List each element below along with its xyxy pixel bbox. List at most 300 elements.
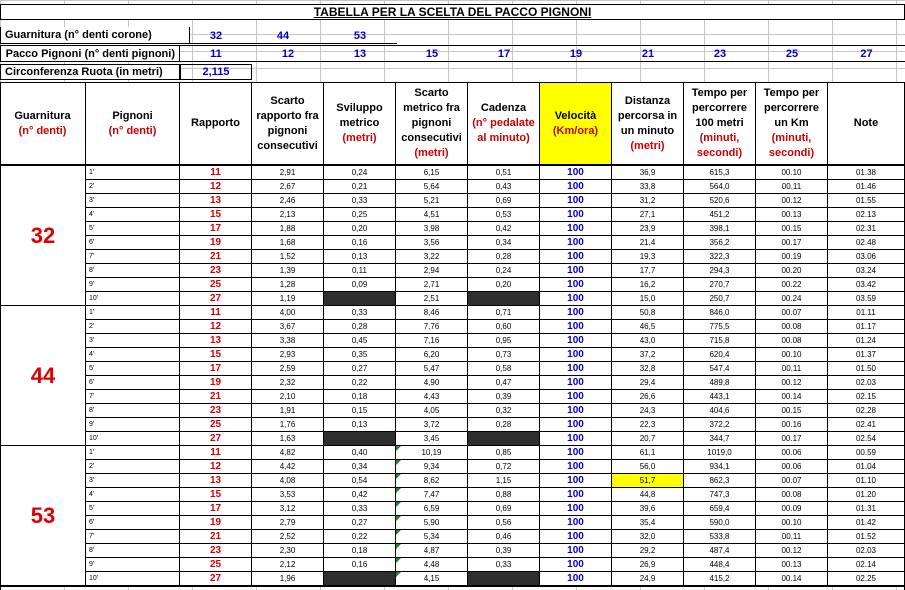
note-cell[interactable]: 01.55 <box>828 194 905 208</box>
scarto-rapporto-cell[interactable]: 3,67 <box>252 320 324 334</box>
pignone-cell[interactable]: 8' <box>86 544 180 558</box>
pignone-cell[interactable]: 3' <box>86 194 180 208</box>
rapporto-cell[interactable]: 23 <box>180 404 252 418</box>
sviluppo-metrico-cell[interactable] <box>324 572 396 586</box>
tempo-km-cell[interactable]: 00.13 <box>756 208 828 222</box>
distanza-cell[interactable]: 22,3 <box>612 418 684 432</box>
header-velocita[interactable] <box>540 82 612 166</box>
scarto-metrico-cell[interactable]: 7,16 <box>396 334 468 348</box>
cadenza-cell[interactable]: 0,43 <box>468 180 540 194</box>
tempo-100m-cell[interactable]: 747,3 <box>684 488 756 502</box>
rapporto-cell[interactable]: 15 <box>180 488 252 502</box>
distanza-cell[interactable]: 29,2 <box>612 544 684 558</box>
velocita-cell[interactable]: 100 <box>540 530 612 544</box>
rapporto-cell[interactable]: 15 <box>180 208 252 222</box>
cadenza-cell[interactable]: 0,39 <box>468 390 540 404</box>
sviluppo-metrico-cell[interactable] <box>324 432 396 446</box>
rapporto-cell[interactable]: 25 <box>180 558 252 572</box>
tempo-100m-cell[interactable]: 1019,0 <box>684 446 756 460</box>
velocita-cell[interactable]: 100 <box>540 334 612 348</box>
header-scarto-metrico[interactable] <box>396 82 468 166</box>
velocita-cell[interactable]: 100 <box>540 404 612 418</box>
rapporto-cell[interactable]: 21 <box>180 390 252 404</box>
cadenza-cell[interactable]: 0,33 <box>468 558 540 572</box>
rapporto-cell[interactable]: 11 <box>180 166 252 180</box>
note-cell[interactable]: 02.54 <box>828 432 905 446</box>
cadenza-cell[interactable]: 0,28 <box>468 250 540 264</box>
pignone-cell[interactable]: 7' <box>86 250 180 264</box>
note-cell[interactable]: 01.17 <box>828 320 905 334</box>
tempo-100m-cell[interactable]: 344,7 <box>684 432 756 446</box>
velocita-cell[interactable]: 100 <box>540 390 612 404</box>
note-cell[interactable]: 03.42 <box>828 278 905 292</box>
distanza-cell[interactable]: 44,8 <box>612 488 684 502</box>
tempo-100m-cell[interactable]: 443,1 <box>684 390 756 404</box>
tempo-100m-cell[interactable]: 590,0 <box>684 516 756 530</box>
sviluppo-metrico-cell[interactable]: 0,28 <box>324 320 396 334</box>
sviluppo-metrico-cell[interactable]: 0,22 <box>324 376 396 390</box>
scarto-rapporto-cell[interactable]: 4,82 <box>252 446 324 460</box>
pignone-cell[interactable]: 2' <box>86 460 180 474</box>
distanza-cell[interactable]: 19,3 <box>612 250 684 264</box>
velocita-cell[interactable]: 100 <box>540 376 612 390</box>
scarto-rapporto-cell[interactable]: 1,91 <box>252 404 324 418</box>
distanza-cell[interactable]: 50,8 <box>612 306 684 320</box>
tempo-100m-cell[interactable]: 846,0 <box>684 306 756 320</box>
pignone-cell[interactable]: 4' <box>86 488 180 502</box>
cadenza-cell[interactable]: 0,88 <box>468 488 540 502</box>
rapporto-cell[interactable]: 25 <box>180 278 252 292</box>
note-cell[interactable]: 02.03 <box>828 544 905 558</box>
tempo-km-cell[interactable]: 00.16 <box>756 418 828 432</box>
cadenza-cell[interactable]: 0,39 <box>468 544 540 558</box>
tempo-km-cell[interactable]: 00.11 <box>756 530 828 544</box>
scarto-rapporto-cell[interactable]: 2,91 <box>252 166 324 180</box>
note-cell[interactable]: 01.24 <box>828 334 905 348</box>
cadenza-cell[interactable] <box>468 292 540 306</box>
scarto-rapporto-cell[interactable]: 4,08 <box>252 474 324 488</box>
scarto-rapporto-cell[interactable]: 2,52 <box>252 530 324 544</box>
scarto-rapporto-cell[interactable]: 2,79 <box>252 516 324 530</box>
distanza-cell[interactable]: 43,0 <box>612 334 684 348</box>
tempo-km-cell[interactable]: 00.22 <box>756 278 828 292</box>
sviluppo-metrico-cell[interactable]: 0,40 <box>324 446 396 460</box>
rapporto-cell[interactable]: 12 <box>180 180 252 194</box>
note-cell[interactable]: 01.20 <box>828 488 905 502</box>
scarto-rapporto-cell[interactable]: 1,63 <box>252 432 324 446</box>
cadenza-cell[interactable] <box>468 432 540 446</box>
cadenza-cell[interactable]: 0,72 <box>468 460 540 474</box>
distanza-cell[interactable]: 39,6 <box>612 502 684 516</box>
scarto-rapporto-cell[interactable]: 4,00 <box>252 306 324 320</box>
tempo-100m-cell[interactable]: 934,1 <box>684 460 756 474</box>
rapporto-cell[interactable]: 19 <box>180 236 252 250</box>
scarto-metrico-cell[interactable]: 4,15 <box>396 572 468 586</box>
velocita-cell[interactable]: 100 <box>540 292 612 306</box>
rapporto-cell[interactable]: 13 <box>180 474 252 488</box>
distanza-cell[interactable]: 36,9 <box>612 166 684 180</box>
tempo-100m-cell[interactable]: 270,7 <box>684 278 756 292</box>
velocita-cell[interactable]: 100 <box>540 558 612 572</box>
pignone-cell[interactable]: 5' <box>86 362 180 376</box>
distanza-cell[interactable]: 26,9 <box>612 558 684 572</box>
rapporto-cell[interactable]: 19 <box>180 376 252 390</box>
note-cell[interactable]: 02.03 <box>828 376 905 390</box>
velocita-cell[interactable]: 100 <box>540 502 612 516</box>
tempo-100m-cell[interactable]: 620,4 <box>684 348 756 362</box>
cadenza-cell[interactable]: 0,28 <box>468 418 540 432</box>
distanza-cell[interactable]: 31,2 <box>612 194 684 208</box>
note-cell[interactable]: 01.04 <box>828 460 905 474</box>
scarto-metrico-cell[interactable]: 3,45 <box>396 432 468 446</box>
pignone-cell[interactable]: 1' <box>86 446 180 460</box>
tempo-km-cell[interactable]: 00.17 <box>756 236 828 250</box>
scarto-rapporto-cell[interactable]: 4,42 <box>252 460 324 474</box>
scarto-metrico-cell[interactable]: 2,51 <box>396 292 468 306</box>
cadenza-cell[interactable]: 0,60 <box>468 320 540 334</box>
header-scarto-rapporto[interactable] <box>252 82 324 166</box>
velocita-cell[interactable]: 100 <box>540 278 612 292</box>
scarto-metrico-cell[interactable]: 3,56 <box>396 236 468 250</box>
tempo-100m-cell[interactable]: 322,3 <box>684 250 756 264</box>
pacco-pignoni-value[interactable]: 12 <box>252 45 324 62</box>
note-cell[interactable]: 03.24 <box>828 264 905 278</box>
note-cell[interactable]: 03.06 <box>828 250 905 264</box>
scarto-rapporto-cell[interactable]: 2,46 <box>252 194 324 208</box>
header-cadenza[interactable] <box>468 82 540 166</box>
velocita-cell[interactable]: 100 <box>540 194 612 208</box>
pacco-pignoni-value[interactable]: 21 <box>612 45 684 62</box>
scarto-metrico-cell[interactable]: 2,94 <box>396 264 468 278</box>
rapporto-cell[interactable]: 23 <box>180 544 252 558</box>
velocita-cell[interactable]: 100 <box>540 432 612 446</box>
rapporto-cell[interactable]: 19 <box>180 516 252 530</box>
scarto-metrico-cell[interactable]: 4,87 <box>396 544 468 558</box>
scarto-rapporto-cell[interactable]: 1,28 <box>252 278 324 292</box>
tempo-100m-cell[interactable]: 404,6 <box>684 404 756 418</box>
scarto-metrico-cell[interactable]: 4,51 <box>396 208 468 222</box>
distanza-cell[interactable]: 32,8 <box>612 362 684 376</box>
note-cell[interactable]: 01.10 <box>828 474 905 488</box>
sviluppo-metrico-cell[interactable]: 0,15 <box>324 404 396 418</box>
distanza-cell[interactable]: 16,2 <box>612 278 684 292</box>
velocita-cell[interactable]: 100 <box>540 180 612 194</box>
tempo-km-cell[interactable]: 00.15 <box>756 404 828 418</box>
tempo-km-cell[interactable]: 00.11 <box>756 180 828 194</box>
tempo-km-cell[interactable]: 00.10 <box>756 348 828 362</box>
note-cell[interactable]: 02.31 <box>828 222 905 236</box>
note-cell[interactable]: 02.28 <box>828 404 905 418</box>
scarto-metrico-cell[interactable]: 4,48 <box>396 558 468 572</box>
pignone-cell[interactable]: 2' <box>86 180 180 194</box>
tempo-km-cell[interactable]: 00.08 <box>756 488 828 502</box>
scarto-rapporto-cell[interactable]: 1,52 <box>252 250 324 264</box>
rapporto-cell[interactable]: 15 <box>180 348 252 362</box>
cadenza-cell[interactable]: 0,53 <box>468 208 540 222</box>
note-cell[interactable]: 02.13 <box>828 208 905 222</box>
velocita-cell[interactable]: 100 <box>540 166 612 180</box>
cadenza-cell[interactable] <box>468 572 540 586</box>
tempo-km-cell[interactable]: 00.08 <box>756 334 828 348</box>
circonferenza-value[interactable]: 2,115 <box>180 64 252 80</box>
pignone-cell[interactable]: 9' <box>86 418 180 432</box>
header-note[interactable] <box>828 82 905 166</box>
pignone-cell[interactable]: 3' <box>86 474 180 488</box>
sviluppo-metrico-cell[interactable]: 0,25 <box>324 208 396 222</box>
pignone-cell[interactable]: 7' <box>86 390 180 404</box>
sviluppo-metrico-cell[interactable]: 0,42 <box>324 488 396 502</box>
pignone-cell[interactable]: 6' <box>86 236 180 250</box>
sviluppo-metrico-cell[interactable]: 0,33 <box>324 306 396 320</box>
tempo-km-cell[interactable]: 00.12 <box>756 376 828 390</box>
tempo-100m-cell[interactable]: 715,8 <box>684 334 756 348</box>
tempo-km-cell[interactable]: 00.06 <box>756 446 828 460</box>
sviluppo-metrico-cell[interactable]: 0,33 <box>324 194 396 208</box>
sviluppo-metrico-cell[interactable]: 0,22 <box>324 530 396 544</box>
pignone-cell[interactable]: 5' <box>86 222 180 236</box>
sviluppo-metrico-cell[interactable]: 0,24 <box>324 166 396 180</box>
pignone-cell[interactable]: 10' <box>86 432 180 446</box>
cadenza-cell[interactable]: 0,51 <box>468 166 540 180</box>
distanza-cell[interactable]: 24,3 <box>612 404 684 418</box>
tempo-km-cell[interactable]: 00.19 <box>756 250 828 264</box>
pignone-cell[interactable]: 10' <box>86 292 180 306</box>
cadenza-cell[interactable]: 0,73 <box>468 348 540 362</box>
distanza-cell[interactable]: 61,1 <box>612 446 684 460</box>
sviluppo-metrico-cell[interactable]: 0,11 <box>324 264 396 278</box>
scarto-metrico-cell[interactable]: 3,22 <box>396 250 468 264</box>
pignone-cell[interactable]: 6' <box>86 516 180 530</box>
cadenza-cell[interactable]: 0,34 <box>468 236 540 250</box>
tempo-100m-cell[interactable]: 294,3 <box>684 264 756 278</box>
cadenza-cell[interactable]: 0,20 <box>468 278 540 292</box>
tempo-100m-cell[interactable]: 533,8 <box>684 530 756 544</box>
velocita-cell[interactable]: 100 <box>540 446 612 460</box>
velocita-cell[interactable]: 100 <box>540 544 612 558</box>
scarto-metrico-cell[interactable]: 5,90 <box>396 516 468 530</box>
velocita-cell[interactable]: 100 <box>540 460 612 474</box>
sviluppo-metrico-cell[interactable]: 0,18 <box>324 544 396 558</box>
scarto-metrico-cell[interactable]: 3,98 <box>396 222 468 236</box>
scarto-rapporto-cell[interactable]: 1,76 <box>252 418 324 432</box>
scarto-metrico-cell[interactable]: 10,19 <box>396 446 468 460</box>
scarto-metrico-cell[interactable]: 6,15 <box>396 166 468 180</box>
velocita-cell[interactable]: 100 <box>540 488 612 502</box>
note-cell[interactable]: 01.50 <box>828 362 905 376</box>
tempo-km-cell[interactable]: 00.12 <box>756 544 828 558</box>
scarto-rapporto-cell[interactable]: 2,93 <box>252 348 324 362</box>
header-guarnitura[interactable] <box>0 82 86 166</box>
rapporto-cell[interactable]: 13 <box>180 334 252 348</box>
scarto-metrico-cell[interactable]: 5,21 <box>396 194 468 208</box>
sviluppo-metrico-cell[interactable]: 0,18 <box>324 390 396 404</box>
cadenza-cell[interactable]: 0,47 <box>468 376 540 390</box>
sviluppo-metrico-cell[interactable]: 0,27 <box>324 516 396 530</box>
rapporto-cell[interactable]: 12 <box>180 460 252 474</box>
cadenza-cell[interactable]: 1,15 <box>468 474 540 488</box>
cadenza-cell[interactable]: 0,69 <box>468 194 540 208</box>
distanza-cell[interactable]: 23,9 <box>612 222 684 236</box>
rapporto-cell[interactable]: 27 <box>180 432 252 446</box>
sviluppo-metrico-cell[interactable]: 0,35 <box>324 348 396 362</box>
distanza-cell[interactable]: 17,7 <box>612 264 684 278</box>
header-tempo-100m[interactable] <box>684 82 756 166</box>
pignone-cell[interactable]: 8' <box>86 264 180 278</box>
header-pignoni[interactable] <box>86 82 180 166</box>
scarto-rapporto-cell[interactable]: 1,19 <box>252 292 324 306</box>
tempo-km-cell[interactable]: 00.24 <box>756 292 828 306</box>
scarto-rapporto-cell[interactable]: 2,59 <box>252 362 324 376</box>
header-sviluppo-metrico[interactable] <box>324 82 396 166</box>
distanza-cell[interactable]: 15,0 <box>612 292 684 306</box>
distanza-cell[interactable]: 20,7 <box>612 432 684 446</box>
tempo-km-cell[interactable]: 00.15 <box>756 222 828 236</box>
cadenza-cell[interactable]: 0,95 <box>468 334 540 348</box>
sviluppo-metrico-cell[interactable]: 0,09 <box>324 278 396 292</box>
note-cell[interactable]: 01.38 <box>828 166 905 180</box>
tempo-100m-cell[interactable]: 448,4 <box>684 558 756 572</box>
cadenza-cell[interactable]: 0,46 <box>468 530 540 544</box>
note-cell[interactable]: 01.52 <box>828 530 905 544</box>
sviluppo-metrico-cell[interactable]: 0,13 <box>324 250 396 264</box>
pacco-pignoni-value[interactable]: 25 <box>756 45 828 62</box>
sviluppo-metrico-cell[interactable] <box>324 292 396 306</box>
tempo-km-cell[interactable]: 00.09 <box>756 502 828 516</box>
pignone-cell[interactable]: 4' <box>86 348 180 362</box>
note-cell[interactable]: 01.11 <box>828 306 905 320</box>
pacco-pignoni-value[interactable]: 13 <box>324 45 396 62</box>
tempo-km-cell[interactable]: 00.07 <box>756 474 828 488</box>
note-cell[interactable]: 03.59 <box>828 292 905 306</box>
sviluppo-metrico-cell[interactable]: 0,16 <box>324 236 396 250</box>
scarto-metrico-cell[interactable]: 4,43 <box>396 390 468 404</box>
velocita-cell[interactable]: 100 <box>540 362 612 376</box>
note-cell[interactable]: 02.48 <box>828 236 905 250</box>
velocita-cell[interactable]: 100 <box>540 264 612 278</box>
scarto-metrico-cell[interactable]: 7,47 <box>396 488 468 502</box>
tempo-100m-cell[interactable]: 564,0 <box>684 180 756 194</box>
pacco-pignoni-value[interactable]: 19 <box>540 45 612 62</box>
tempo-km-cell[interactable]: 00.07 <box>756 306 828 320</box>
scarto-metrico-cell[interactable]: 3,72 <box>396 418 468 432</box>
rapporto-cell[interactable]: 17 <box>180 222 252 236</box>
sviluppo-metrico-cell[interactable]: 0,27 <box>324 362 396 376</box>
sviluppo-metrico-cell[interactable]: 0,16 <box>324 558 396 572</box>
note-cell[interactable]: 01.31 <box>828 502 905 516</box>
tempo-km-cell[interactable]: 00.17 <box>756 432 828 446</box>
scarto-rapporto-cell[interactable]: 3,12 <box>252 502 324 516</box>
distanza-cell[interactable]: 21,4 <box>612 236 684 250</box>
distanza-cell[interactable]: 35,4 <box>612 516 684 530</box>
cadenza-cell[interactable]: 0,56 <box>468 516 540 530</box>
scarto-metrico-cell[interactable]: 5,34 <box>396 530 468 544</box>
velocita-cell[interactable]: 100 <box>540 250 612 264</box>
scarto-rapporto-cell[interactable]: 1,96 <box>252 572 324 586</box>
scarto-metrico-cell[interactable]: 6,20 <box>396 348 468 362</box>
cadenza-cell[interactable]: 0,71 <box>468 306 540 320</box>
sviluppo-metrico-cell[interactable]: 0,21 <box>324 180 396 194</box>
tempo-100m-cell[interactable]: 356,2 <box>684 236 756 250</box>
distanza-cell[interactable]: 29,4 <box>612 376 684 390</box>
velocita-cell[interactable]: 100 <box>540 418 612 432</box>
scarto-rapporto-cell[interactable]: 1,68 <box>252 236 324 250</box>
cadenza-cell[interactable]: 0,32 <box>468 404 540 418</box>
scarto-rapporto-cell[interactable]: 3,38 <box>252 334 324 348</box>
rapporto-cell[interactable]: 25 <box>180 418 252 432</box>
pignone-cell[interactable]: 1' <box>86 306 180 320</box>
scarto-metrico-cell[interactable]: 8,46 <box>396 306 468 320</box>
pignone-cell[interactable]: 3' <box>86 334 180 348</box>
rapporto-cell[interactable]: 21 <box>180 530 252 544</box>
pacco-pignoni-value[interactable]: 17 <box>468 45 540 62</box>
rapporto-cell[interactable]: 17 <box>180 362 252 376</box>
scarto-rapporto-cell[interactable]: 1,88 <box>252 222 324 236</box>
pignone-cell[interactable]: 8' <box>86 404 180 418</box>
note-cell[interactable]: 02.15 <box>828 390 905 404</box>
tempo-100m-cell[interactable]: 451,2 <box>684 208 756 222</box>
tempo-km-cell[interactable]: 00.14 <box>756 572 828 586</box>
scarto-rapporto-cell[interactable]: 2,13 <box>252 208 324 222</box>
distanza-cell[interactable]: 27,1 <box>612 208 684 222</box>
tempo-100m-cell[interactable]: 775,5 <box>684 320 756 334</box>
pignone-cell[interactable]: 1' <box>86 166 180 180</box>
pignone-cell[interactable]: 4' <box>86 208 180 222</box>
tempo-100m-cell[interactable]: 487,4 <box>684 544 756 558</box>
tempo-100m-cell[interactable]: 659,4 <box>684 502 756 516</box>
tempo-km-cell[interactable]: 00.12 <box>756 194 828 208</box>
scarto-rapporto-cell[interactable]: 2,30 <box>252 544 324 558</box>
tempo-100m-cell[interactable]: 547,4 <box>684 362 756 376</box>
cadenza-cell[interactable]: 0,42 <box>468 222 540 236</box>
sviluppo-metrico-cell[interactable]: 0,54 <box>324 474 396 488</box>
pignone-cell[interactable]: 5' <box>86 502 180 516</box>
velocita-cell[interactable]: 100 <box>540 222 612 236</box>
guarnitura-value[interactable]: 44 <box>276 29 290 42</box>
scarto-rapporto-cell[interactable]: 2,67 <box>252 180 324 194</box>
tempo-100m-cell[interactable]: 372,2 <box>684 418 756 432</box>
header-rapporto[interactable] <box>180 82 252 166</box>
tempo-km-cell[interactable]: 00.08 <box>756 320 828 334</box>
tempo-100m-cell[interactable]: 398,1 <box>684 222 756 236</box>
scarto-metrico-cell[interactable]: 5,47 <box>396 362 468 376</box>
tempo-km-cell[interactable]: 00.10 <box>756 166 828 180</box>
velocita-cell[interactable]: 100 <box>540 208 612 222</box>
rapporto-cell[interactable]: 11 <box>180 306 252 320</box>
scarto-metrico-cell[interactable]: 4,90 <box>396 376 468 390</box>
cadenza-cell[interactable]: 0,85 <box>468 446 540 460</box>
cadenza-cell[interactable]: 0,69 <box>468 502 540 516</box>
distanza-cell[interactable]: 32,0 <box>612 530 684 544</box>
rapporto-cell[interactable]: 27 <box>180 292 252 306</box>
rapporto-cell[interactable]: 12 <box>180 320 252 334</box>
distanza-cell[interactable]: 46,5 <box>612 320 684 334</box>
rapporto-cell[interactable]: 23 <box>180 264 252 278</box>
pacco-pignoni-value[interactable]: 27 <box>828 45 905 62</box>
pacco-pignoni-value[interactable]: 23 <box>684 45 756 62</box>
tempo-km-cell[interactable]: 00.06 <box>756 460 828 474</box>
pignone-cell[interactable]: 2' <box>86 320 180 334</box>
header-tempo-km[interactable] <box>756 82 828 166</box>
distanza-cell[interactable]: 37,2 <box>612 348 684 362</box>
velocita-cell[interactable]: 100 <box>540 236 612 250</box>
scarto-rapporto-cell[interactable]: 2,32 <box>252 376 324 390</box>
distanza-cell[interactable]: 56,0 <box>612 460 684 474</box>
sviluppo-metrico-cell[interactable]: 0,45 <box>324 334 396 348</box>
rapporto-cell[interactable]: 11 <box>180 446 252 460</box>
header-distanza[interactable] <box>612 82 684 166</box>
tempo-100m-cell[interactable]: 250,7 <box>684 292 756 306</box>
cadenza-cell[interactable]: 0,24 <box>468 264 540 278</box>
